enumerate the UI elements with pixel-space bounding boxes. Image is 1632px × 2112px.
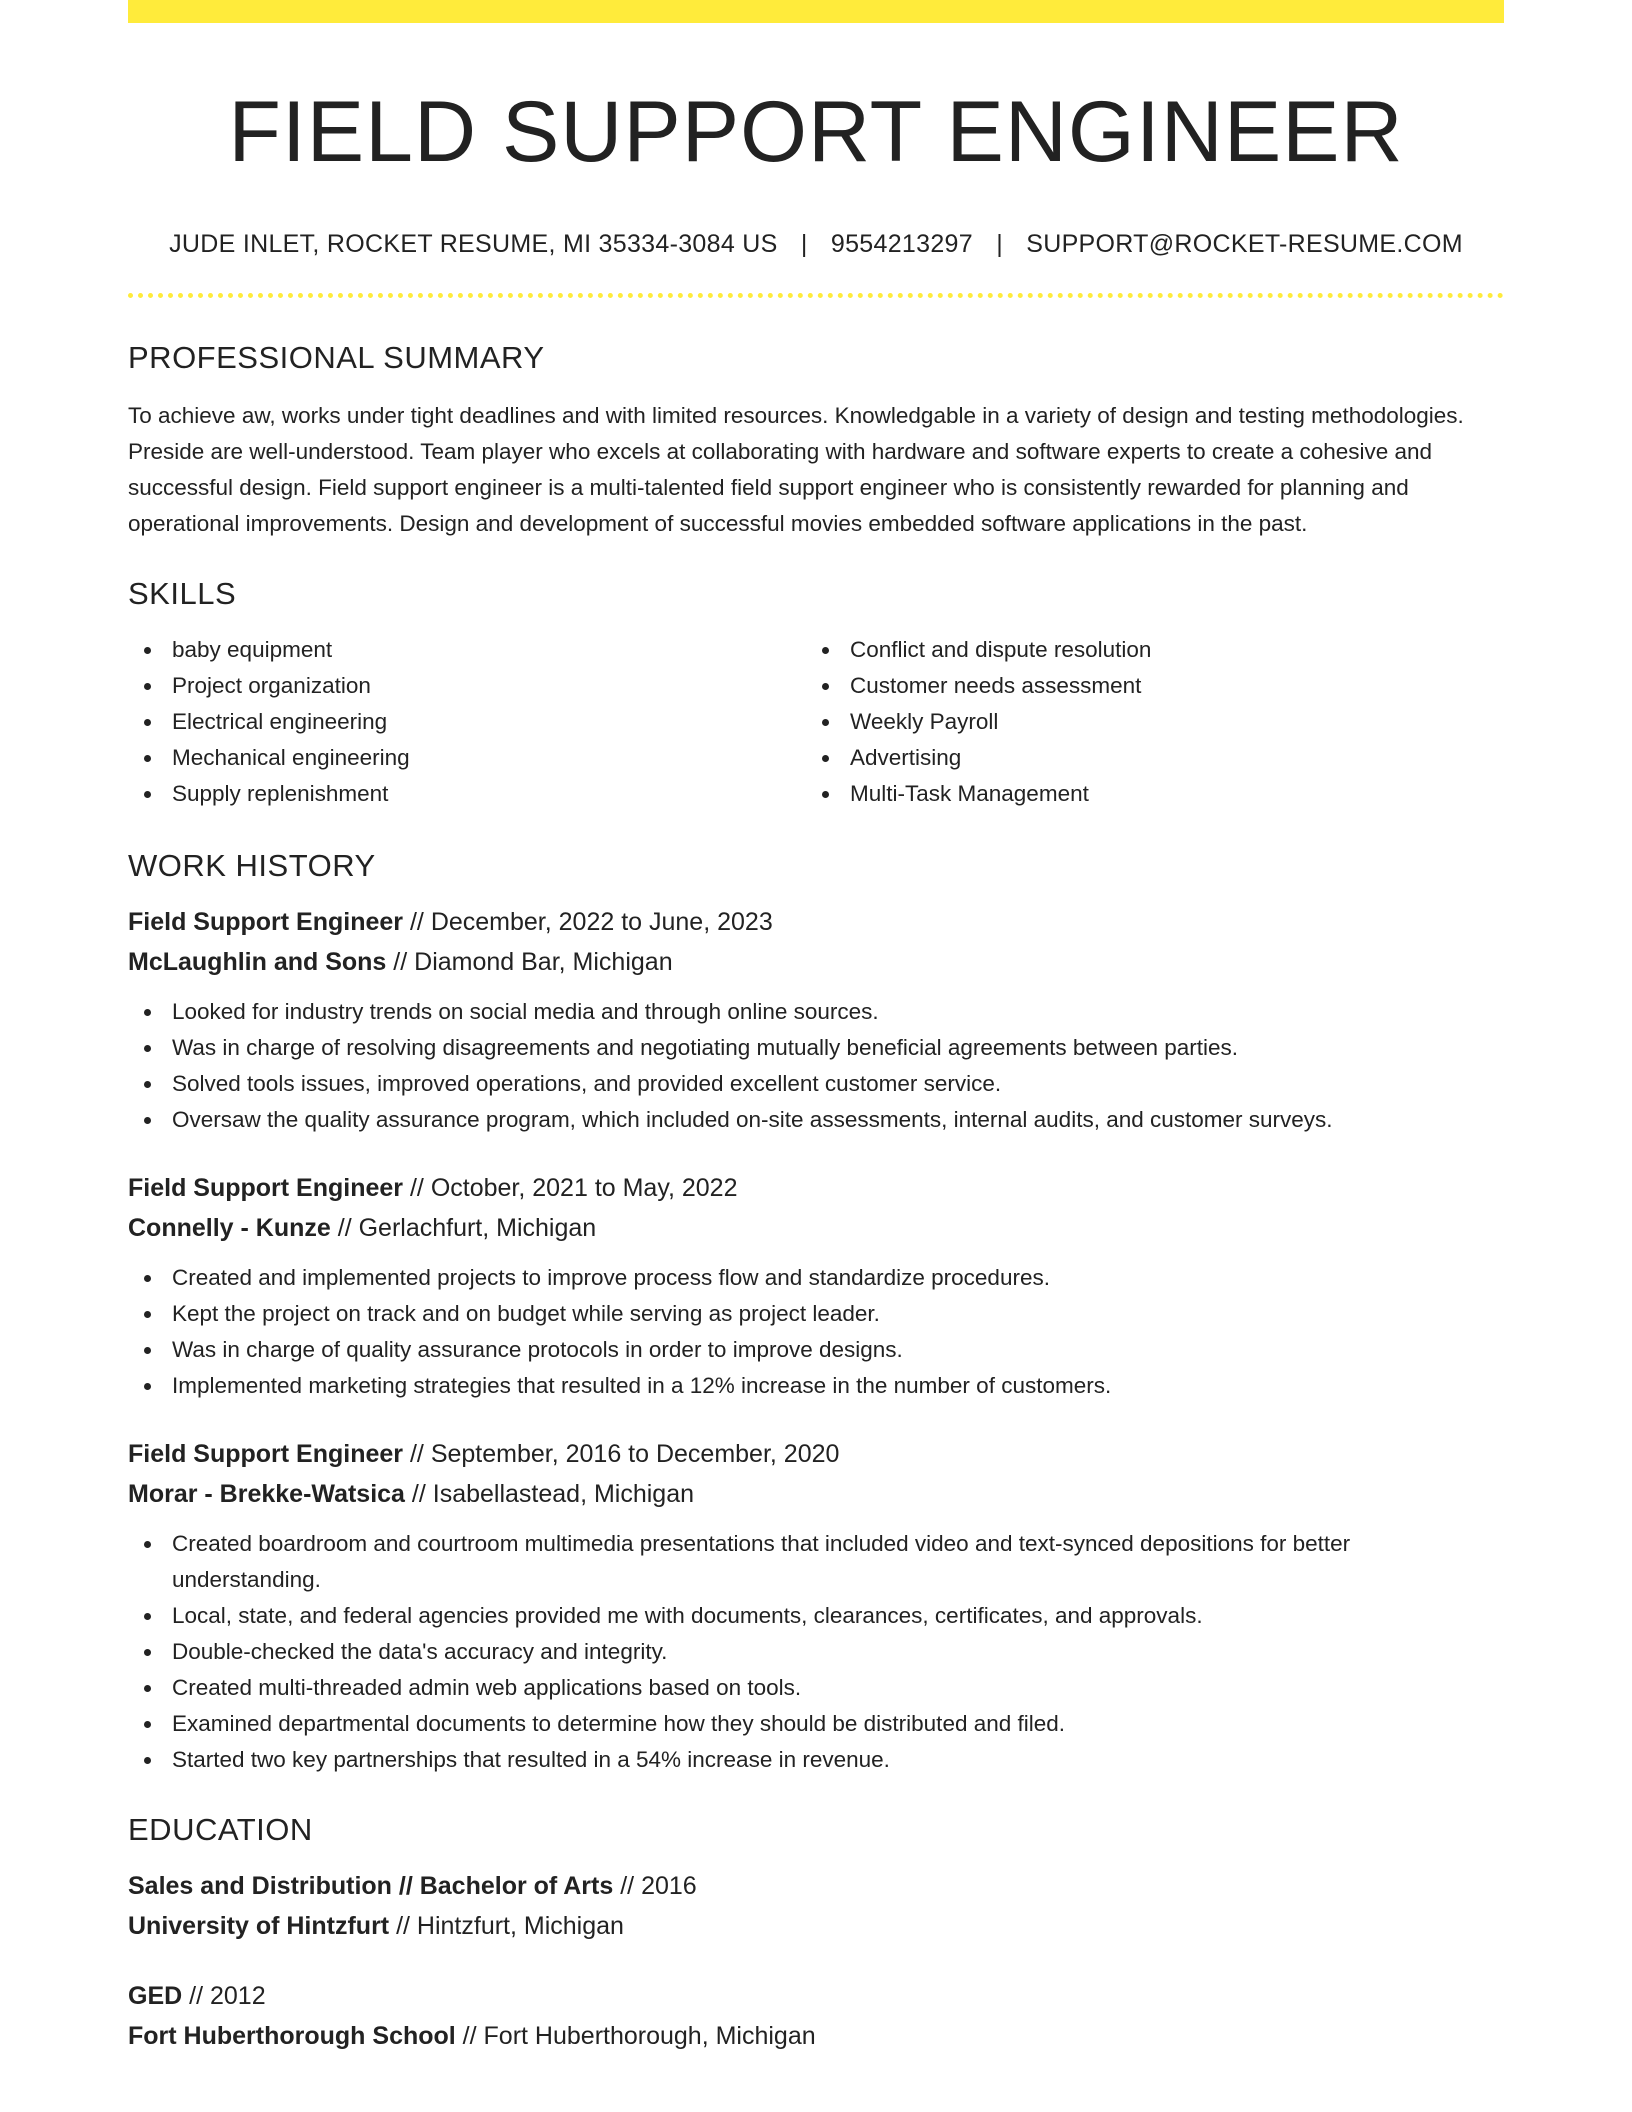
skill-item: Conflict and dispute resolution — [806, 632, 1484, 668]
job-bullet: Solved tools issues, improved operations, and provided excellent customer service. — [128, 1066, 1504, 1102]
job-separator: // — [403, 907, 431, 936]
job-location: Gerlachfurt, Michigan — [358, 1213, 597, 1242]
top-accent-bar — [128, 0, 1504, 23]
skill-item: Project organization — [128, 668, 806, 704]
skill-item: Customer needs assessment — [806, 668, 1484, 704]
education-year: 2012 — [209, 1981, 266, 2010]
job-company: McLaughlin and Sons — [128, 947, 387, 976]
job-bullet: Implemented marketing strategies that resulted in a 12% increase in the number of customers. — [128, 1368, 1504, 1404]
job-separator: // — [330, 1213, 359, 1242]
summary-text: To achieve aw, works under tight deadlines and with limited resources. Knowledgable in a variety of design and testing methodologies. Preside are well-understood. Team player who excels at collaborating with hardware and software experts to create a cohesive and successful design. Field support engineer is a multi-talented field support engineer who is consistently rewarded for planning and operational improvements. Design and development of successful movies embedded software applications in the past. — [128, 402, 1464, 536]
education-degree-line — [128, 1866, 1504, 1906]
job-title-line — [128, 1434, 1504, 1474]
education-entry — [128, 1976, 1504, 2056]
education-heading: EDUCATION — [128, 1811, 313, 1847]
job-company: Connelly - Kunze — [128, 1213, 331, 1242]
job-bullet: Was in charge of quality assurance protocols in order to improve designs. — [128, 1332, 1504, 1368]
job-dates: December, 2022 to June, 2023 — [430, 907, 773, 936]
skill-item: Electrical engineering — [128, 704, 806, 740]
job-title-line — [128, 1168, 1504, 1208]
job-separator: // — [403, 1173, 431, 1202]
job-role: Field Support Engineer — [128, 1173, 404, 1202]
resume-page — [128, 0, 1504, 2056]
job-bullet: Looked for industry trends on social media and through online sources. — [128, 994, 1504, 1030]
education-entry — [128, 1866, 1504, 1946]
job-bullet: Created multi-threaded admin web applications based on tools. — [128, 1670, 1504, 1706]
skill-item: Multi-Task Management — [806, 776, 1484, 812]
job-separator: // — [403, 1439, 431, 1468]
job-bullet: Local, state, and federal agencies provided me with documents, clearances, certificates, and approvals. — [128, 1598, 1504, 1634]
job-location: Isabellastead, Michigan — [432, 1479, 695, 1508]
skill-item: Mechanical engineering — [128, 740, 806, 776]
job-dates: September, 2016 to December, 2020 — [430, 1439, 840, 1468]
education-school: University of Hintzfurt — [128, 1911, 390, 1940]
job-bullet: Oversaw the quality assurance program, which included on-site assessments, internal audits, and customer surveys. — [128, 1102, 1504, 1138]
education-location: Hintzfurt, Michigan — [416, 1911, 624, 1940]
job-entry — [128, 902, 1504, 1138]
job-entry — [128, 1434, 1504, 1778]
job-role: Field Support Engineer — [128, 907, 404, 936]
header-divider — [128, 293, 1504, 298]
job-bullets — [128, 1260, 1504, 1404]
education-separator: // — [182, 1981, 210, 2010]
resume-name: FIELD SUPPORT ENGINEER — [228, 84, 1404, 180]
job-bullet: Started two key partnerships that resulted in a 54% increase in revenue. — [128, 1742, 1504, 1778]
job-company-line — [128, 1474, 1504, 1514]
education-degree-line — [128, 1976, 1504, 2016]
skills-column-right — [806, 632, 1484, 812]
summary-heading: PROFESSIONAL SUMMARY — [128, 339, 545, 375]
skill-item: baby equipment — [128, 632, 806, 668]
education-separator: // — [613, 1871, 642, 1900]
skill-item: Advertising — [806, 740, 1484, 776]
contact-line — [128, 230, 1504, 259]
job-company: Morar - Brekke-Watsica — [128, 1479, 405, 1508]
job-bullet: Kept the project on track and on budget while serving as project leader. — [128, 1296, 1504, 1332]
skill-item: Supply replenishment — [128, 776, 806, 812]
job-bullet: Created boardroom and courtroom multimedia presentations that included video and text-synced depositions for better understanding. — [128, 1526, 1504, 1598]
skills-column-left — [128, 632, 806, 812]
skills-heading: SKILLS — [128, 575, 237, 611]
contact-separator: | — [800, 229, 808, 258]
education-school: Fort Huberthorough School — [128, 2021, 456, 2050]
job-bullet: Double-checked the data's accuracy and integrity. — [128, 1634, 1504, 1670]
skill-item: Weekly Payroll — [806, 704, 1484, 740]
education-year: 2016 — [641, 1871, 697, 1900]
job-separator: // — [404, 1479, 433, 1508]
job-separator: // — [386, 947, 415, 976]
education-school-line — [128, 2016, 1504, 2056]
education-separator: // — [455, 2021, 484, 2050]
job-entry — [128, 1168, 1504, 1404]
job-title-line — [128, 902, 1504, 942]
job-bullets — [128, 994, 1504, 1138]
job-dates: October, 2021 to May, 2022 — [430, 1173, 738, 1202]
contact-email: SUPPORT@ROCKET-RESUME.COM — [1026, 229, 1463, 258]
education-school-line — [128, 1906, 1504, 1946]
job-bullets — [128, 1526, 1504, 1778]
education-location: Fort Huberthorough, Michigan — [483, 2021, 816, 2050]
contact-separator: | — [996, 229, 1003, 258]
job-location: Diamond Bar, Michigan — [414, 947, 673, 976]
education-degree: Sales and Distribution // Bachelor of Arts — [128, 1871, 614, 1900]
job-role: Field Support Engineer — [128, 1439, 404, 1468]
contact-phone: 9554213297 — [830, 229, 973, 258]
education-degree: GED — [128, 1981, 183, 2010]
education-separator: // — [389, 1911, 417, 1940]
skills-list — [128, 632, 1504, 812]
job-bullet: Examined departmental documents to determine how they should be distributed and filed. — [128, 1706, 1504, 1742]
job-bullet: Was in charge of resolving disagreements and negotiating mutually beneficial agreements between parties. — [128, 1030, 1504, 1066]
job-bullet: Created and implemented projects to improve process flow and standardize procedures. — [128, 1260, 1504, 1296]
job-company-line — [128, 942, 1504, 982]
contact-address: JUDE INLET, ROCKET RESUME, MI 35334-3084 US — [169, 229, 778, 258]
job-company-line — [128, 1208, 1504, 1248]
work-history-heading: WORK HISTORY — [128, 847, 376, 883]
